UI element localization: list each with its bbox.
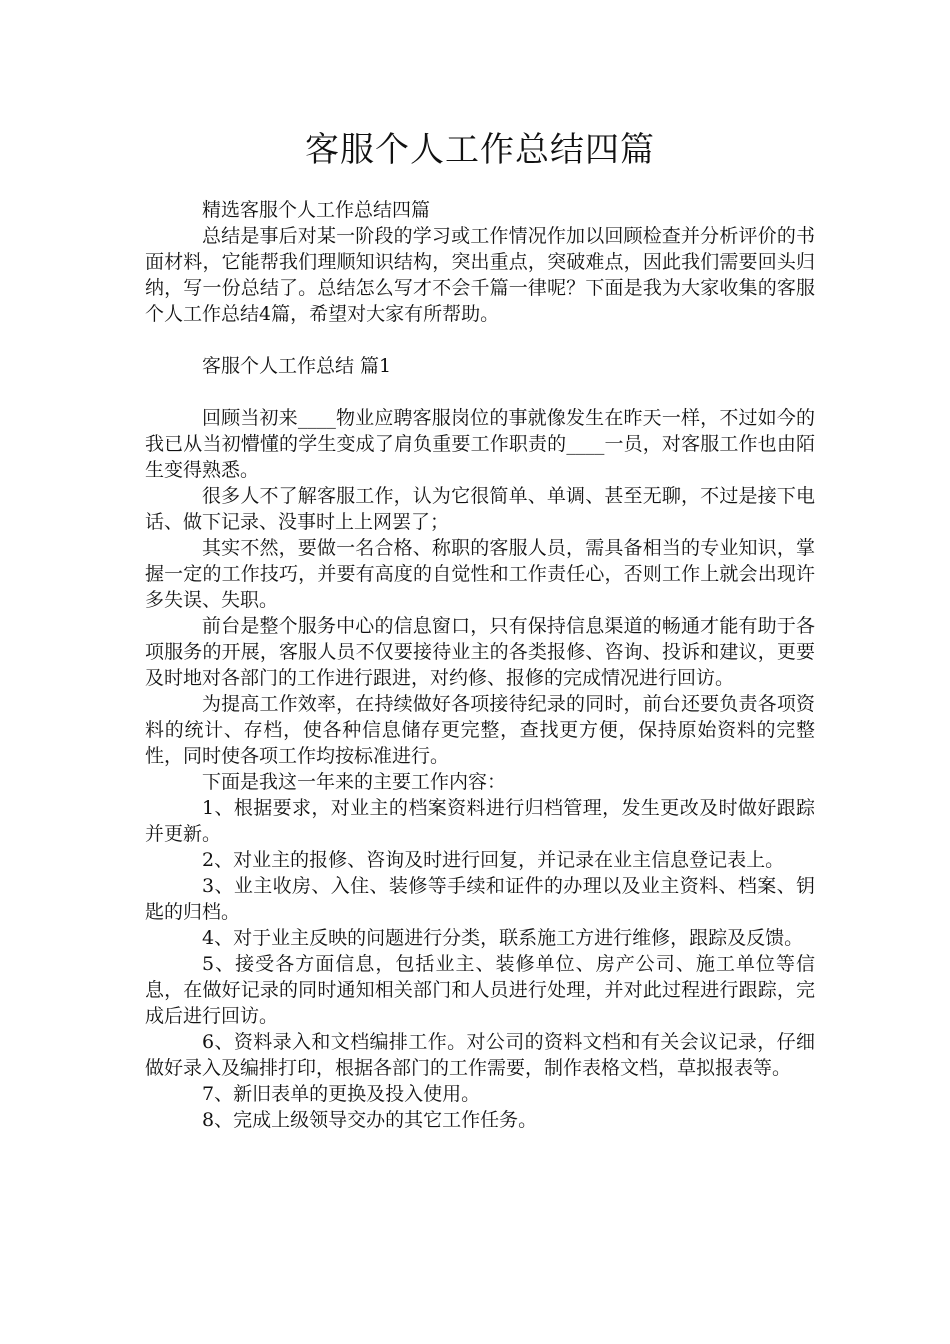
intro-paragraph: 总结是事后对某一阶段的学习或工作情况作加以回顾检查并分析评价的书面材料，它能帮我们理顺知识结构，突出重点，突破难点，因此我们需要回头归纳，写一份总结了。总结怎么写才不会千篇一律呢？下面是我为大家收集的客服个人工作总结4篇，希望对大家有所帮助。 [145,225,815,325]
intro-heading: 精选客服个人工作总结四篇 [202,199,431,221]
body-paragraph: 为提高工作效率，在持续做好各项接待纪录的同时，前台还要负责各项资料的统计、存档，使各种信息储存更完整，查找更方便，保持原始资料的完整性，同时使各项工作均按标准进行。 [145,693,815,767]
body-paragraph: 回顾当初来____物业应聘客服岗位的事就像发生在昨天一样，不过如今的我已从当初懵懂的学生变成了肩负重要工作职责的____一员，对客服工作也由陌生变得熟悉。 [145,407,815,481]
list-item: 7、新旧表单的更换及投入使用。 [202,1083,481,1105]
list-item: 8、完成上级领导交办的其它工作任务。 [202,1109,538,1131]
list-item: 1、根据要求，对业主的档案资料进行归档管理，发生更改及时做好跟踪并更新。 [145,797,815,845]
body-paragraph: 很多人不了解客服工作，认为它很简单、单调、甚至无聊，不过是接下电话、做下记录、没事时上上网罢了； [145,485,815,533]
list-item: 3、业主收房、入住、装修等手续和证件的办理以及业主资料、档案、钥匙的归档。 [145,875,815,923]
list-item: 6、资料录入和文档编排工作。对公司的资料文档和有关会议记录，仔细做好录入及编排打印，根据各部门的工作需要，制作表格文档，草拟报表等。 [145,1031,815,1079]
list-item: 5、接受各方面信息，包括业主、装修单位、房产公司、施工单位等信息，在做好记录的同时通知相关部门和人员进行处理，并对此过程进行跟踪，完成后进行回访。 [145,953,815,1027]
body-paragraph: 其实不然，要做一名合格、称职的客服人员，需具备相当的专业知识，掌握一定的工作技巧，并要有高度的自觉性和工作责任心，否则工作上就会出现许多失误、失职。 [145,537,815,611]
body-paragraph: 前台是整个服务中心的信息窗口，只有保持信息渠道的畅通才能有助于各项服务的开展，客服人员不仅要接待业主的各类报修、咨询、投诉和建议，更要及时地对各部门的工作进行跟进，对约修、报修的完成情况进行回访。 [145,615,815,689]
document-title: 客服个人工作总结四篇 [305,130,655,170]
list-item: 4、对于业主反映的问题进行分类，联系施工方进行维修，跟踪及反馈。 [202,927,804,949]
section-heading: 客服个人工作总结 篇1 [202,355,392,377]
body-paragraph: 下面是我这一年来的主要工作内容： [202,771,507,793]
list-item: 2、对业主的报修、咨询及时进行回复，并记录在业主信息登记表上。 [202,849,785,871]
document-page [145,125,815,1133]
